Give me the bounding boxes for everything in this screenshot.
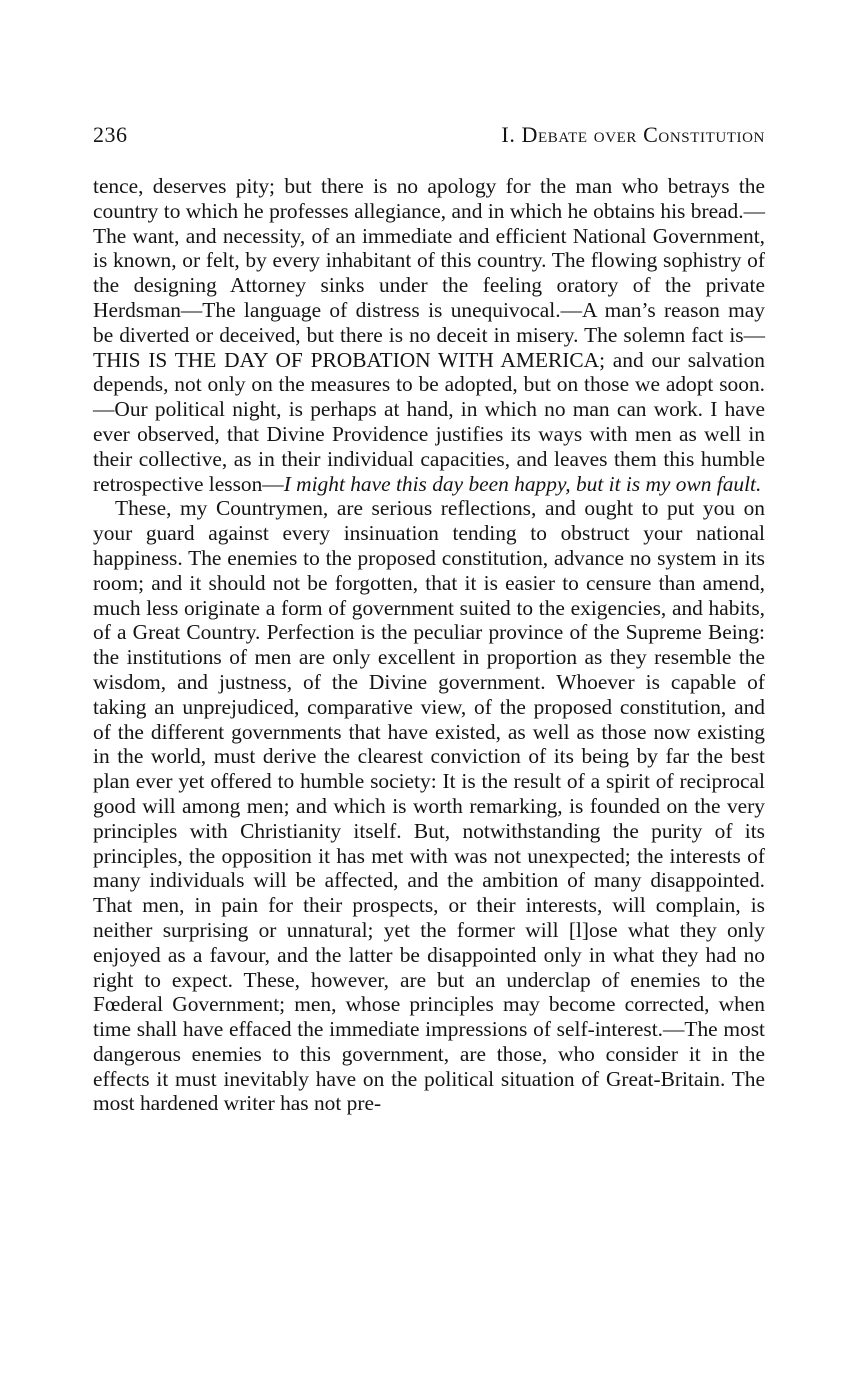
paragraph-text: These, my Countrymen, are serious reflections, and ought to put you on your guard against every insinuation tending to obstruct your national happiness. The enemies to the proposed constitution, advance no system in its room; and it should not be forgotten, that it is easier to censure than amend, much less originate a form of government suited to the exigencies, and habits, of a Great Country. Perfection is the peculiar province of the Supreme Being: the institutions of men are only excellent in proportion as they resemble the wisdom, and justness, of the Divine government. Whoever is capable of taking an unprejudiced, comparative view, of the proposed constitution, and of the different governments that have existed, as well as those now existing in the world, must derive the clearest conviction of its being by far the best plan ever yet offered to humble society: It is the result of a spirit of reciprocal good will among men; and which is worth remarking, is founded on the very principles with Christianity itself. But, notwithstanding the purity of its principles, the opposition it has met with was not unexpected; the interests of many individuals will be affected, and the ambition of many disappointed. That men, in pain for their prospects, or their interests, will complain, is neither surprising or unnatural; yet the former will [l]ose what they only enjoyed as a favour, and the latter be disappointed only in what they had no right to expect. These, however, are but an underclap of enemies to the Fœderal Government; men, whose principles may become corrected, when time shall have effaced the immediate impressions of self-interest.—The most dangerous enemies to this government, are those, who consider it in the effects it must inevitably have on the political situation of Great-Britain. The most hardened writer has not pre- bbox=[93, 496, 765, 1116]
paragraph-reflections bbox=[93, 496, 765, 1116]
running-head bbox=[93, 122, 765, 148]
document-page bbox=[93, 122, 765, 1116]
page-number: 236 bbox=[93, 122, 128, 147]
body-text bbox=[93, 174, 765, 1116]
paragraph-continuation bbox=[93, 174, 765, 496]
italic-lesson: I might have this day been happy, but it is my own fault. bbox=[283, 471, 762, 496]
running-title: I. Debate over Constitution bbox=[501, 122, 765, 147]
paragraph-text: tence, deserves pity; but there is no apology for the man who betrays the country to which he professes allegiance, and in which he obtains his bread.—The want, and necessity, of an immediate and efficient National Government, is known, or felt, by every inhabitant of this country. The flowing sophistry of the designing Attorney sinks under the feeling oratory of the private Herdsman—The language of distress is unequivocal.—A man’s reason may be diverted or deceived, but there is no deceit in misery. The solemn fact is—THIS IS THE DAY OF PROBATION WITH AMERICA; and our salvation depends, not only on the measures to be adopted, but on those we adopt soon.—Our political night, is perhaps at hand, in which no man can work. I have ever observed, that Divine Providence justifies its ways with men as well in their collective, as in their individual capacities, and leaves them this humble retrospective lesson— bbox=[93, 174, 765, 496]
